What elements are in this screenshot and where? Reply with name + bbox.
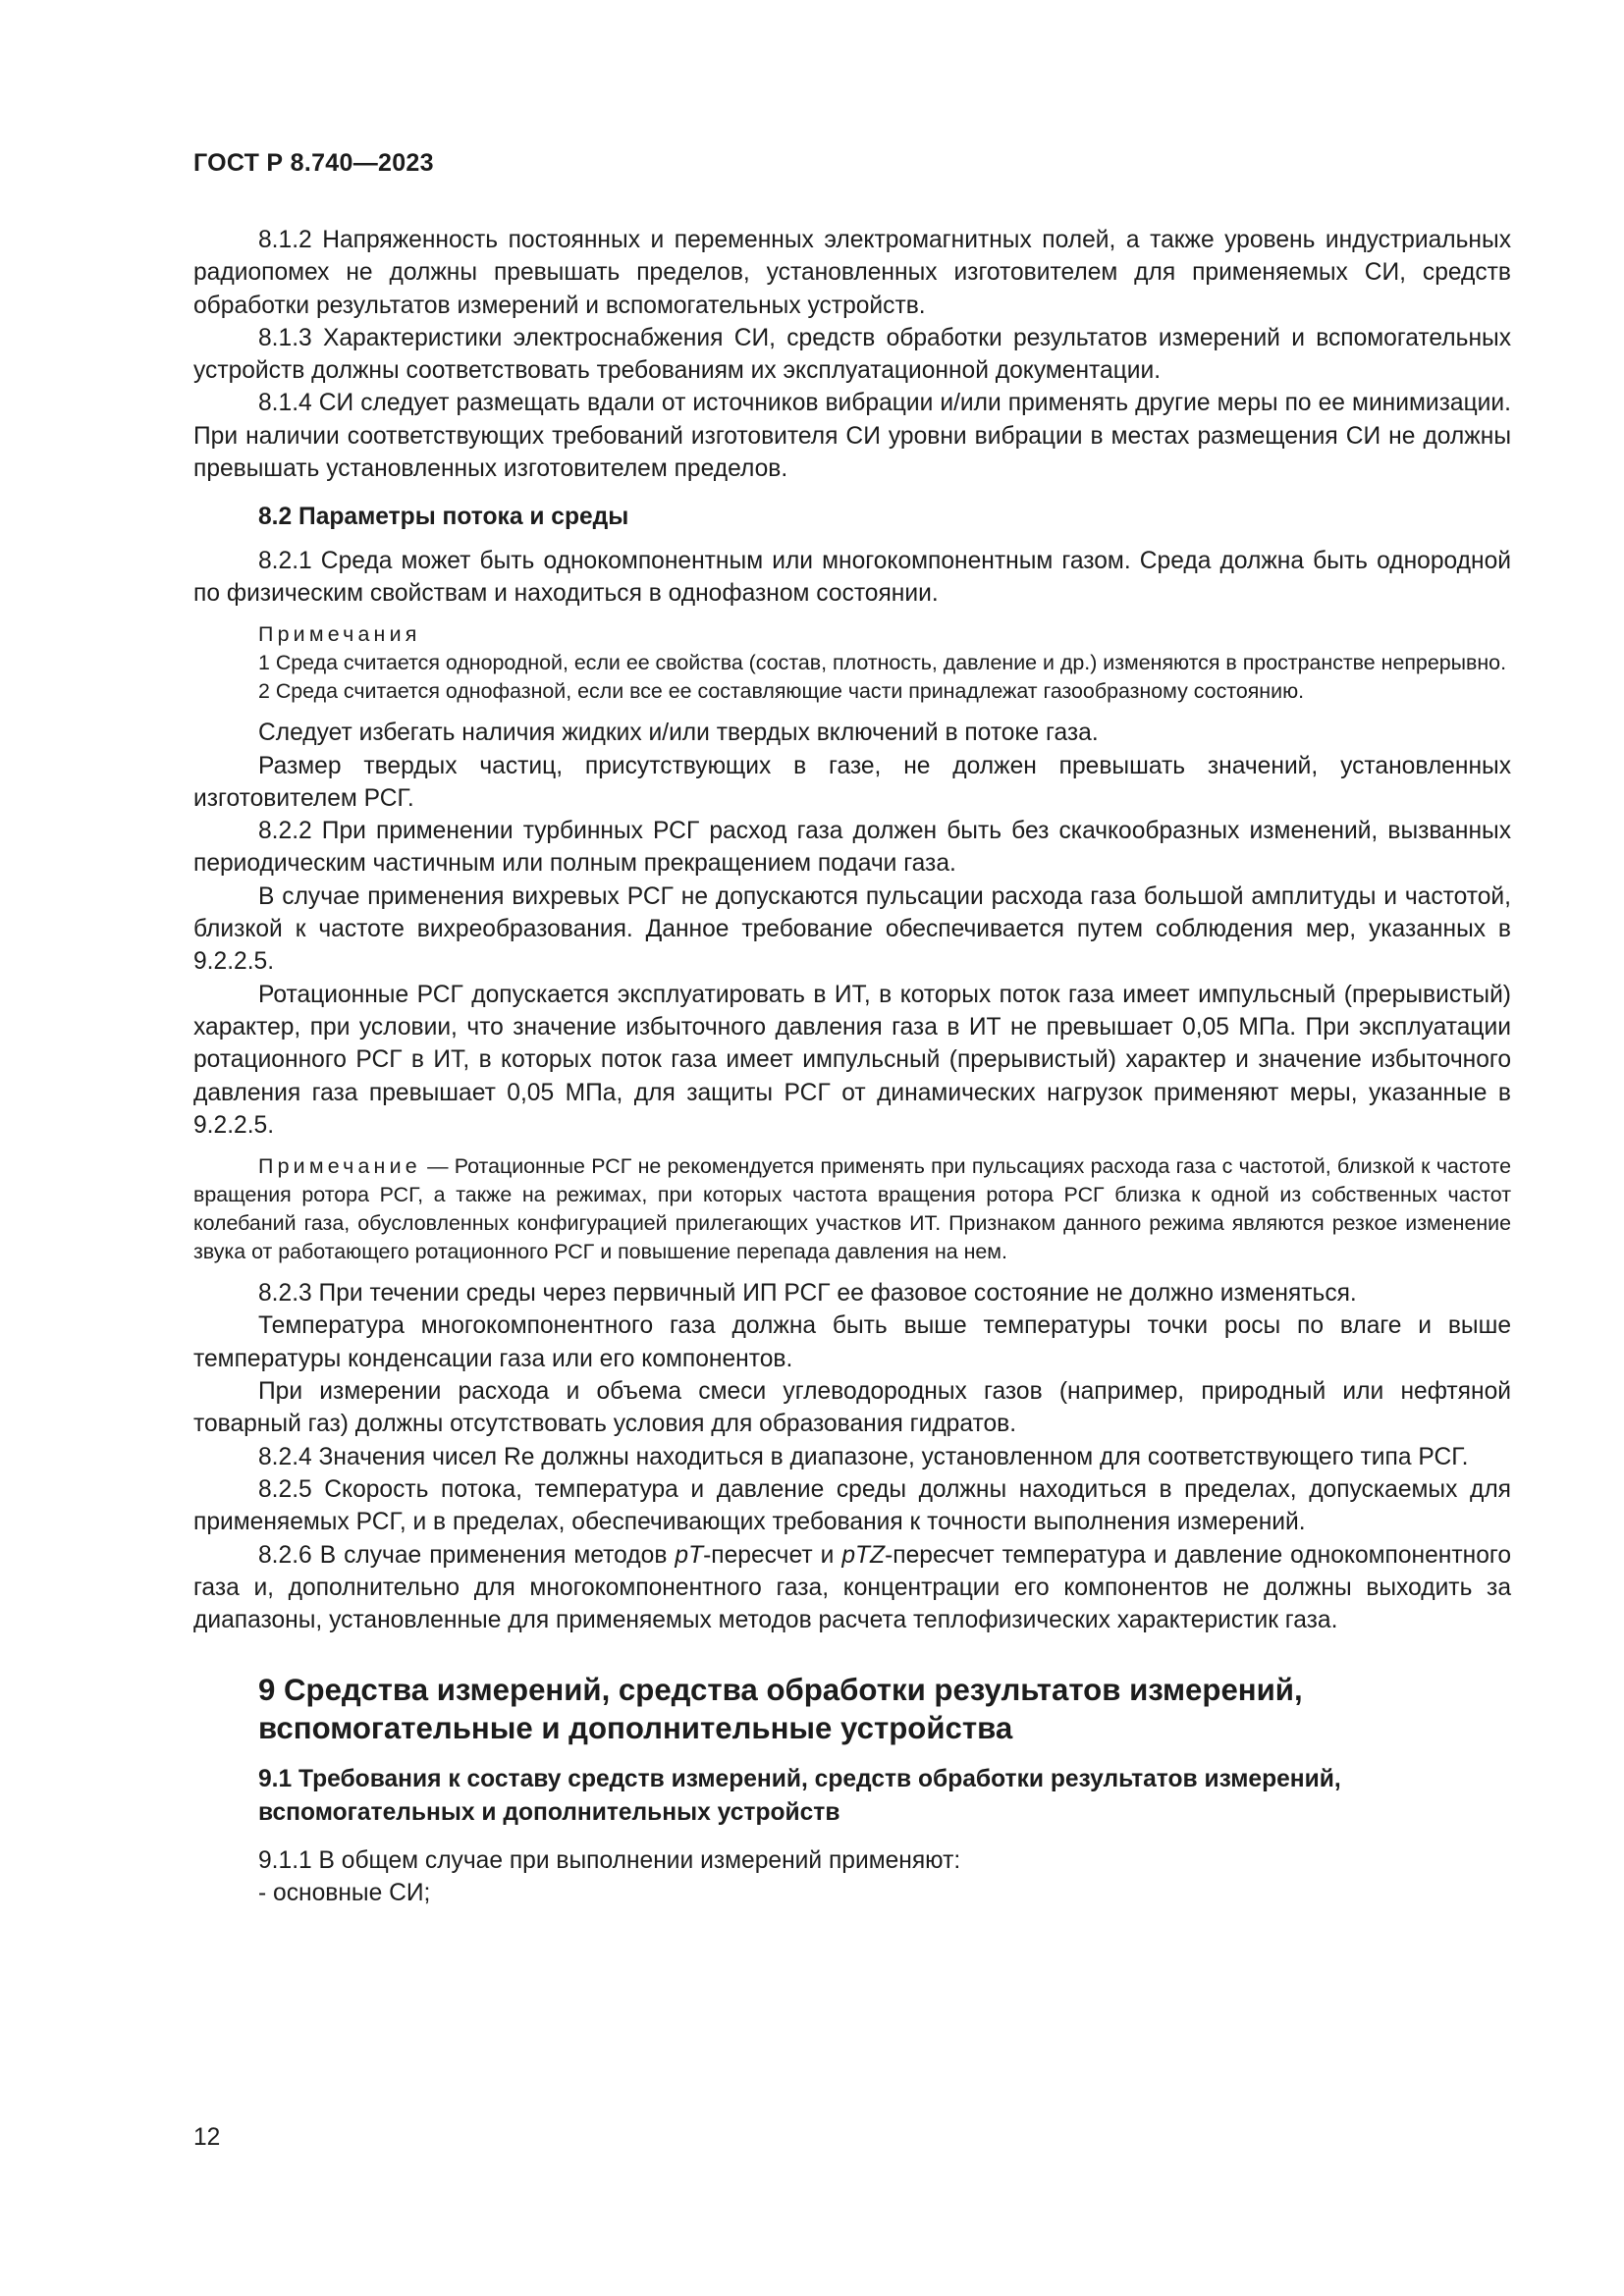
paragraph-8-1-2: 8.1.2 Напряженность постоянных и переменных электромагнитных полей, а также уровень индустриальных радиопомех не должны превышать пределов, установленных изготовителем для применяемых СИ, средств обработки результатов измерений и вспомогательных устройств. [193, 227, 1511, 319]
paragraph-8-2-5: 8.2.5 Скорость потока, температура и давление среды должны находиться в пределах, допускаемых для применяемых РСГ, и в пределах, обеспечивающих требования к точности выполнения измерений. [193, 1475, 1511, 1536]
method-pt: pT [675, 1541, 704, 1569]
paragraph-8-2-4: 8.2.4 Значения чисел Re должны находиться в диапазоне, установленном для соответствующего типа РСГ. [258, 1443, 1469, 1470]
paragraph-8-1-4: 8.1.4 СИ следует размещать вдали от источников вибрации и/или применять другие меры по ее минимизации. При наличии соответствующих требований изготовителя СИ уровни вибрации в местах размещения СИ не должны превышать установленных изготовителем пределов. [193, 390, 1511, 483]
paragraph-rotary-meters: Ротационные РСГ допускается эксплуатировать в ИТ, в которых поток газа имеет импульсный (прерывистый) характер, при условии, что значение избыточного давления газа в ИТ не превышает 0,05 МПа. При эксплуатации ротационного РСГ в ИТ, в которых поток газа имеет импульсный (прерывистый) характер и значение избыточного давления газа превышает 0,05 МПа, для защиты РСГ от динамических нагрузок применяют меры, указанные в 9.2.2.5. [193, 981, 1511, 1139]
note-label: Примечание [258, 1154, 421, 1179]
paragraph-8-2-1: 8.2.1 Среда может быть однокомпонентным или многокомпонентным газом. Среда должна быть однородной по физическим свойствам и находиться в однофазном состоянии. [193, 547, 1511, 607]
heading-8-2: 8.2 Параметры потока и среды [258, 504, 629, 531]
paragraph-9-1-1: 9.1.1 В общем случае при выполнении измерений применяют: [258, 1846, 961, 1874]
note-1: 1 Среда считается однородной, если ее свойства (состав, плотность, давление и др.) изменяются в пространстве непрерывно. [258, 651, 1507, 675]
paragraph-temperature: Температура многокомпонентного газа должна быть выше температуры точки росы по влаге и выше температуры конденсации газа или его компонентов. [193, 1312, 1511, 1372]
paragraph-vortex-meters: В случае применения вихревых РСГ не допускаются пульсации расхода газа большой амплитуды и частотой, близкой к частоте вихреобразования. Данное требование обеспечивается путем соблюдения мер, указанных в 9.2.2.5. [193, 882, 1511, 976]
note-2: 2 Среда считается однофазной, если все ее составляющие части принадлежат газообразному состоянию. [258, 679, 1305, 704]
paragraph-avoid-inclusions: Следует избегать наличия жидких и/или твердых включений в потоке газа. [258, 720, 1099, 747]
page-number: 12 [193, 2124, 221, 2151]
paragraph-particle-size: Размер твердых частиц, присутствующих в газе, не должен превышать значений, установленных изготовителем РСГ. [193, 752, 1511, 812]
notes-label: Примечания [258, 622, 421, 647]
paragraph-8-2-6-part-b: -пересчет и [703, 1541, 842, 1569]
note-rotary [193, 1152, 1511, 1266]
method-ptz: pTZ [841, 1541, 886, 1569]
paragraph-8-2-6 [193, 1539, 1511, 1637]
paragraph-hydrates: При измерении расхода и объема смеси углеводородных газов (например, природный или нефтяной товарный газ) должны отсутствовать условия для образования гидратов. [193, 1378, 1511, 1438]
paragraph-8-2-6-part-a: 8.2.6 В случае применения методов [258, 1541, 676, 1569]
page-content [193, 224, 1511, 1910]
paragraph-8-2-2: 8.2.2 При применении турбинных РСГ расход газа должен быть без скачкообразных изменений, вызванных периодическим частичным или полным прекращением подачи газа. [193, 818, 1511, 878]
heading-9-1: 9.1 Требования к составу средств измерений, средств обработки результатов измерений, вспомогательных и дополнительных устройств [258, 1766, 1341, 1826]
list-item-main-instruments: - основные СИ; [258, 1880, 431, 1907]
section-9-heading: 9 Средства измерений, средства обработки результатов измерений, вспомогательные и дополнительные устройства [258, 1673, 1303, 1746]
paragraph-8-2-6-part-c: -пересчет температура и давление однокомпонентного газа и, дополнительно для многокомпонентного газа, концентрации его компонентов не должны выходить за диапазоны, установленные для применяемых методов расчета теплофизических характеристик газа. [193, 1541, 1511, 1634]
note-rotary-text: — Ротационные РСГ не рекомендуется применять при пульсациях расхода газа с частотой, близкой к частоте вращения ротора РСГ, а также на режимах, при которых частота вращения ротора РСГ близка к одной из собственных частот колебаний газа, обусловленных конфигурацией прилегающих участков ИТ. Признаком данного режима являются резкое изменение звука от работающего ротационного РСГ и повышение перепада давления на нем. [193, 1154, 1511, 1264]
standard-designation: ГОСТ Р 8.740—2023 [193, 149, 434, 177]
paragraph-8-2-3: 8.2.3 При течении среды через первичный ИП РСГ ее фазовое состояние не должно изменяться. [258, 1280, 1357, 1308]
paragraph-8-1-3: 8.1.3 Характеристики электроснабжения СИ, средств обработки результатов измерений и вспомогательных устройств должны соответствовать требованиям их эксплуатационной документации. [193, 324, 1511, 385]
